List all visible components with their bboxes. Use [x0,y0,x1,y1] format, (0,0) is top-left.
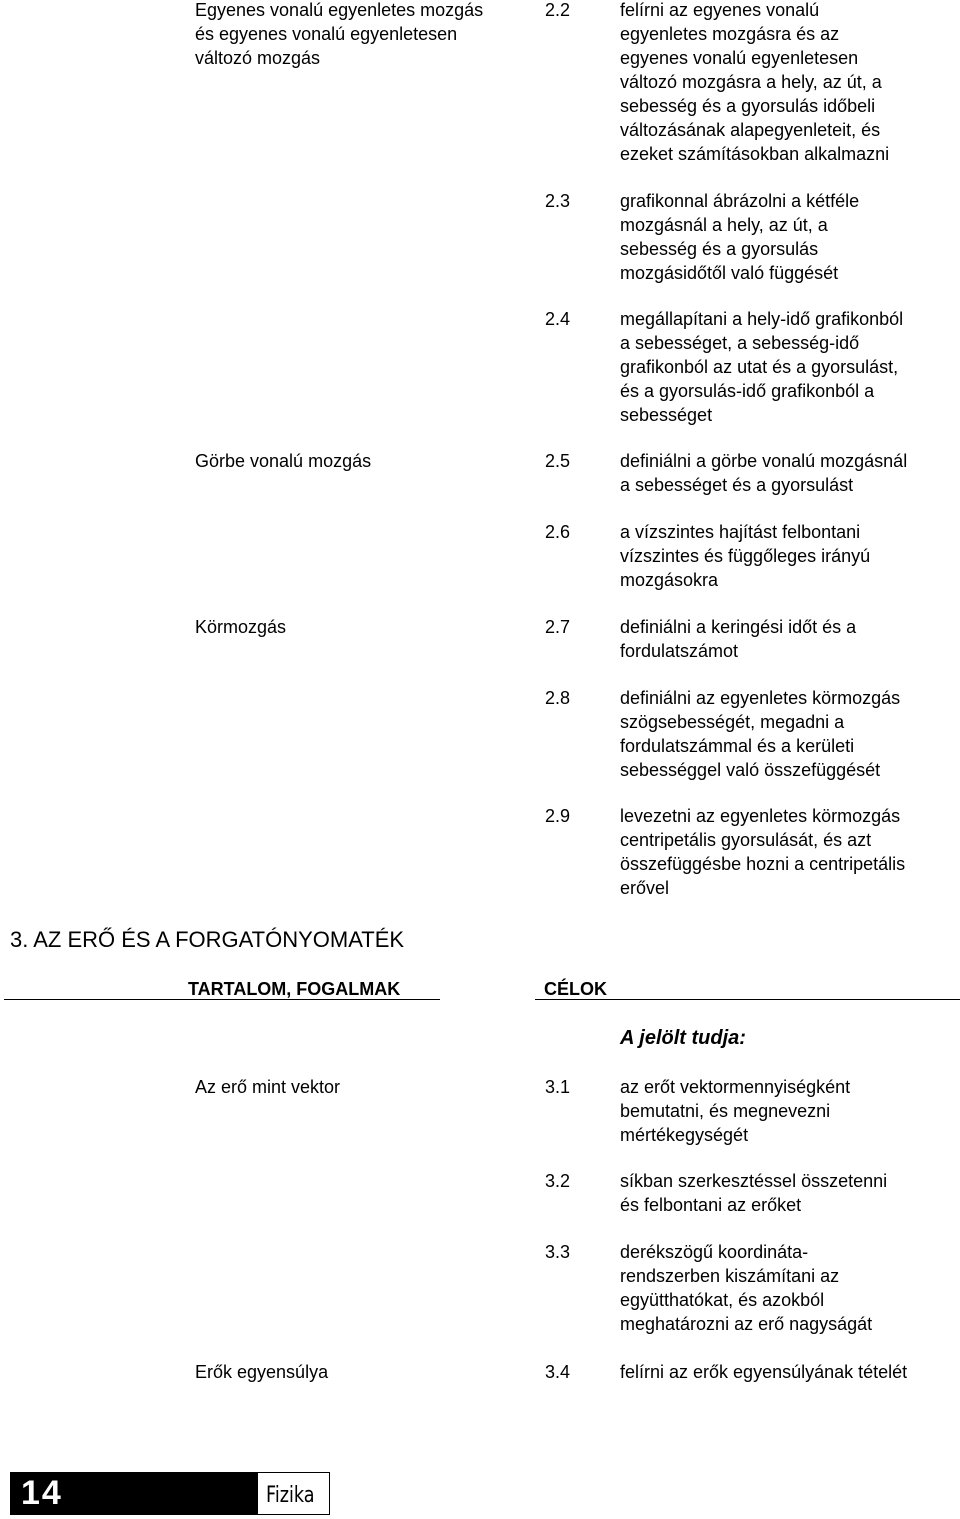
goal-line: az erőt vektormennyiségként [620,1077,851,1097]
goal-number: 2.5 [545,451,571,471]
goal-line: centripetális gyorsulását, és azt [620,830,872,850]
goal-line: ezeket számításokban alkalmazni [620,144,890,164]
goal-line: sebességgel való összefüggését [620,760,881,780]
subject-label: Fizika [266,1483,315,1508]
goal-number: 3.1 [545,1077,571,1097]
goal-line: megállapítani a hely-idő grafikonból [620,309,904,329]
goal-line: és a gyorsulás-idő grafikonból a [620,381,875,401]
goal-line: sebességet [620,405,713,425]
goal-line: mértékegységét [620,1125,749,1145]
goals-subheader: A jelölt tudja: [620,1027,746,1049]
goal-line: mozgásnál a hely, az út, a [620,215,828,235]
column-header-content: TARTALOM, FOGALMAK [188,979,401,999]
goal-line: sebesség és a gyorsulás [620,239,819,259]
goal-line: rendszerben kiszámítani az [620,1266,840,1286]
goal-line: grafikonnal ábrázolni a kétféle [620,191,860,211]
goal-line: vízszintes és függőleges irányú [620,546,871,566]
goal-number: 3.2 [545,1171,571,1191]
goal-line: bemutatni, és megnevezni [620,1101,831,1121]
goal-line: síkban szerkesztéssel összetenni [620,1171,888,1191]
goal-line: definiálni az egyenletes körmozgás [620,688,901,708]
goal-line: a sebességet és a gyorsulást [620,475,854,495]
topic-line: változó mozgás [195,48,321,68]
goal-number: 3.4 [545,1362,571,1382]
goal-line: definiálni a keringési időt és a [620,617,857,637]
topic-line: Erők egyensúlya [195,1362,329,1382]
goal-number: 2.7 [545,617,571,637]
goal-line: meghatározni az erő nagyságát [620,1314,873,1334]
topic-line: Egyenes vonalú egyenletes mozgás [195,0,484,20]
goal-line: a vízszintes hajítást felbontani [620,522,861,542]
goal-line: változásának alapegyenleteit, és [620,120,881,140]
goal-number: 2.9 [545,806,571,826]
goal-line: a sebességet, a sebesség-idő [620,333,860,353]
goal-line: felírni az egyenes vonalú [620,0,820,20]
goal-number: 2.3 [545,191,571,211]
column-header-goals: CÉLOK [544,979,607,999]
goal-line: egyenes vonalú egyenletesen [620,48,859,68]
topic-line: és egyenes vonalú egyenletesen [195,24,458,44]
goal-line: erővel [620,878,670,898]
goal-line: mozgásidőtől való függését [620,263,839,283]
goal-line: egyenletes mozgásra és az [620,24,840,44]
goal-line: együtthatókat, és azokból [620,1290,825,1310]
goal-line: derékszögű koordináta- [620,1242,809,1262]
goal-line: levezetni az egyenletes körmozgás [620,806,901,826]
goal-number: 2.6 [545,522,571,542]
topic-line: Görbe vonalú mozgás [195,451,372,471]
page-number: 14 [11,1473,258,1514]
goal-line: grafikonból az utat és a gyorsulást, [620,357,899,377]
topic-line: Az erő mint vektor [195,1077,341,1097]
goal-line: és felbontani az erőket [620,1195,802,1215]
goal-line: mozgásokra [620,570,719,590]
goal-line: összefüggésbe hozni a centripetális [620,854,906,874]
goal-line: fordulatszámot [620,641,739,661]
topic-line: Körmozgás [195,617,287,637]
header-divider-gap [440,998,535,1001]
goal-number: 2.4 [545,309,571,329]
goal-line: szögsebességét, megadni a [620,712,845,732]
goal-line: definiálni a görbe vonalú mozgásnál [620,451,908,471]
goal-line: sebesség és a gyorsulás időbeli [620,96,876,116]
goal-line: fordulatszámmal és a kerületi [620,736,855,756]
section-title: 3. AZ ERŐ ÉS A FORGATÓNYOMATÉK [10,927,405,952]
goal-line: változó mozgásra a hely, az út, a [620,72,882,92]
goal-number: 3.3 [545,1242,571,1262]
page-footer [10,1472,330,1515]
goal-number: 2.8 [545,688,571,708]
goal-line: felírni az erők egyensúlyának tételét [620,1362,908,1382]
goal-number: 2.2 [545,0,571,20]
